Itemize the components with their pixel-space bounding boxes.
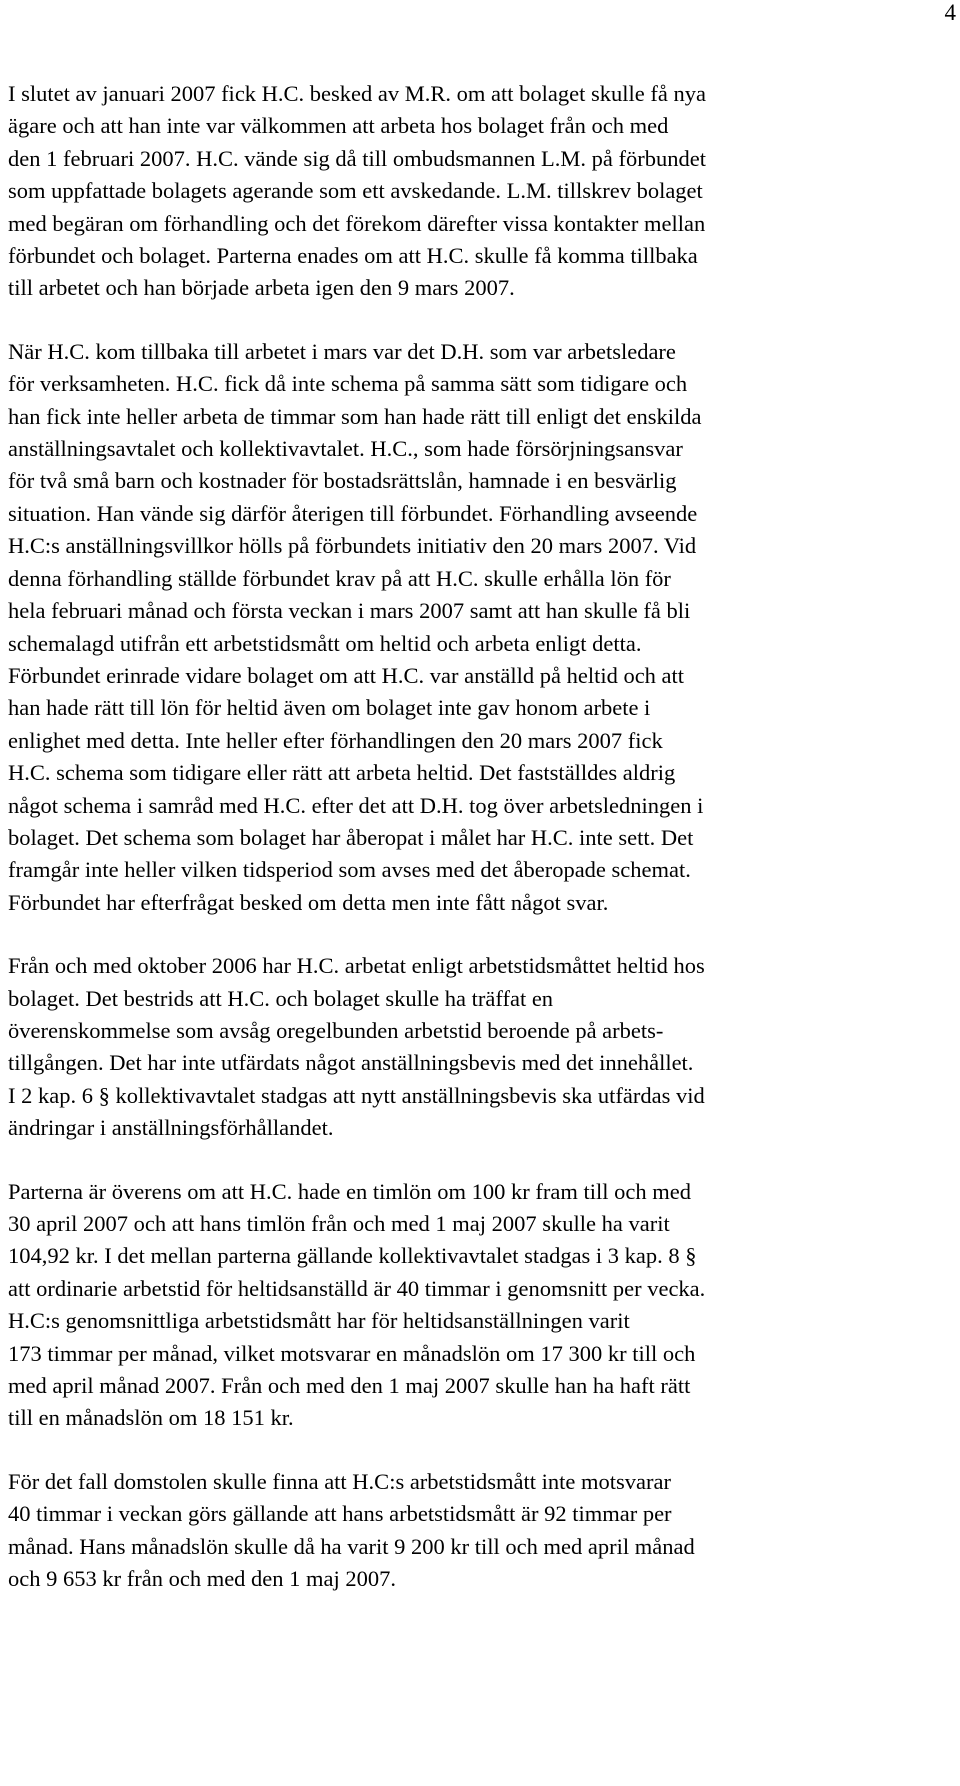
- text-line: han fick inte heller arbeta de timmar som han hade rätt till enligt det enskilda: [8, 403, 702, 429]
- text-line: till en månadslön om 18 151 kr.: [8, 1405, 294, 1431]
- text-line: något schema i samråd med H.C. efter det att D.H. tog över arbetsledningen i: [8, 792, 704, 818]
- text-line: överenskommelse som avsåg oregelbunden arbetstid beroende på arbets-: [8, 1017, 664, 1043]
- text-line: Parterna är överens om att H.C. hade en timlön om 100 kr fram till och med: [8, 1178, 691, 1204]
- text-line: som uppfattade bolagets agerande som ett avskedande. L.M. tillskrev bolaget: [8, 178, 703, 204]
- document-body: [8, 78, 958, 1595]
- text-line: hela februari månad och första veckan i mars 2007 samt att han skulle få bli: [8, 598, 691, 624]
- text-line: 104,92 kr. I det mellan parterna gällande kollektivavtalet stadgas i 3 kap. 8 §: [8, 1243, 697, 1269]
- text-line: förbundet och bolaget. Parterna enades om att H.C. skulle få komma tillbaka: [8, 243, 698, 269]
- text-line: När H.C. kom tillbaka till arbetet i mars var det D.H. som var arbetsledare: [8, 338, 676, 364]
- text-line: H.C:s anställningsvillkor hölls på förbundets initiativ den 20 mars 2007. Vid: [8, 533, 697, 559]
- text-line: H.C. schema som tidigare eller rätt att arbeta heltid. Det fastställdes aldrig: [8, 760, 676, 786]
- text-line: ägare och att han inte var välkommen att arbeta hos bolaget från och med: [8, 113, 669, 139]
- paragraph-4: [8, 1176, 958, 1435]
- text-line: denna förhandling ställde förbundet krav på att H.C. skulle erhålla lön för: [8, 565, 671, 591]
- text-line: månad. Hans månadslön skulle då ha varit 9 200 kr till och med april månad: [8, 1533, 695, 1559]
- paragraph-gap: [8, 1145, 958, 1176]
- text-line: framgår inte heller vilken tidsperiod som avses med det åberopade schemat.: [8, 857, 691, 883]
- text-line: tillgången. Det har inte utfärdats något anställningsbevis med det innehållet.: [8, 1050, 694, 1076]
- text-line: enlighet med detta. Inte heller efter förhandlingen den 20 mars 2007 fick: [8, 727, 663, 753]
- text-line: situation. Han vände sig därför återigen till förbundet. Förhandling avseende: [8, 500, 698, 526]
- paragraph-3: [8, 950, 958, 1144]
- text-line: I 2 kap. 6 § kollektivavtalet stadgas att nytt anställningsbevis ska utfärdas vid: [8, 1082, 705, 1108]
- text-line: ändringar i anställningsförhållandet.: [8, 1115, 334, 1141]
- text-line: den 1 februari 2007. H.C. vände sig då till ombudsmannen L.M. på förbundet: [8, 145, 706, 171]
- text-line: Förbundet erinrade vidare bolaget om att H.C. var anställd på heltid och att: [8, 662, 685, 688]
- text-line: bolaget. Det schema som bolaget har åberopat i målet har H.C. inte sett. Det: [8, 824, 694, 850]
- text-line: 173 timmar per månad, vilket motsvarar en månadslön om 17 300 kr till och: [8, 1340, 696, 1366]
- paragraph-2: [8, 336, 958, 919]
- text-line: han hade rätt till lön för heltid även om bolaget inte gav honom arbete i: [8, 695, 651, 721]
- text-line: att ordinarie arbetstid för heltidsanställd är 40 timmar i genomsnitt per vecka.: [8, 1275, 706, 1301]
- text-line: schemalagd utifrån ett arbetstidsmått om heltid och arbeta enligt detta.: [8, 630, 642, 656]
- text-line: bolaget. Det bestrids att H.C. och bolaget skulle ha träffat en: [8, 985, 554, 1011]
- text-line: Från och med oktober 2006 har H.C. arbetat enligt arbetstidsmåttet heltid hos: [8, 953, 705, 979]
- text-line: till arbetet och han började arbeta igen den 9 mars 2007.: [8, 275, 515, 301]
- paragraph-1: [8, 78, 958, 305]
- text-line: 30 april 2007 och att hans timlön från och med 1 maj 2007 skulle ha varit: [8, 1211, 670, 1236]
- paragraph-5: [8, 1466, 958, 1596]
- paragraph-gap: [8, 305, 958, 336]
- text-line: för två små barn och kostnader för bostadsrättslån, hamnade i en besvärlig: [8, 468, 677, 494]
- text-line: och 9 653 kr från och med den 1 maj 2007.: [8, 1566, 397, 1592]
- paragraph-gap: [8, 1435, 958, 1466]
- text-line: för verksamheten. H.C. fick då inte schema på samma sätt som tidigare och: [8, 371, 688, 397]
- text-line: För det fall domstolen skulle finna att H.C:s arbetstidsmått inte motsvarar: [8, 1468, 672, 1494]
- text-line: med april månad 2007. Från och med den 1 maj 2007 skulle han ha haft rätt: [8, 1373, 691, 1399]
- page-number: 4: [944, 0, 956, 25]
- text-line: 40 timmar i veckan görs gällande att hans arbetstidsmått är 92 timmar per: [8, 1501, 672, 1527]
- text-line: med begäran om förhandling och det förekom därefter vissa kontakter mellan: [8, 210, 706, 236]
- text-line: I slutet av januari 2007 fick H.C. besked av M.R. om att bolaget skulle få nya: [8, 81, 706, 106]
- text-line: H.C:s genomsnittliga arbetstidsmått har för heltidsanställningen varit: [8, 1308, 630, 1334]
- text-line: Förbundet har efterfrågat besked om detta men inte fått något svar.: [8, 889, 609, 915]
- paragraph-gap: [8, 919, 958, 950]
- text-line: anställningsavtalet och kollektivavtalet. H.C., som hade försörjningsansvar: [8, 436, 683, 462]
